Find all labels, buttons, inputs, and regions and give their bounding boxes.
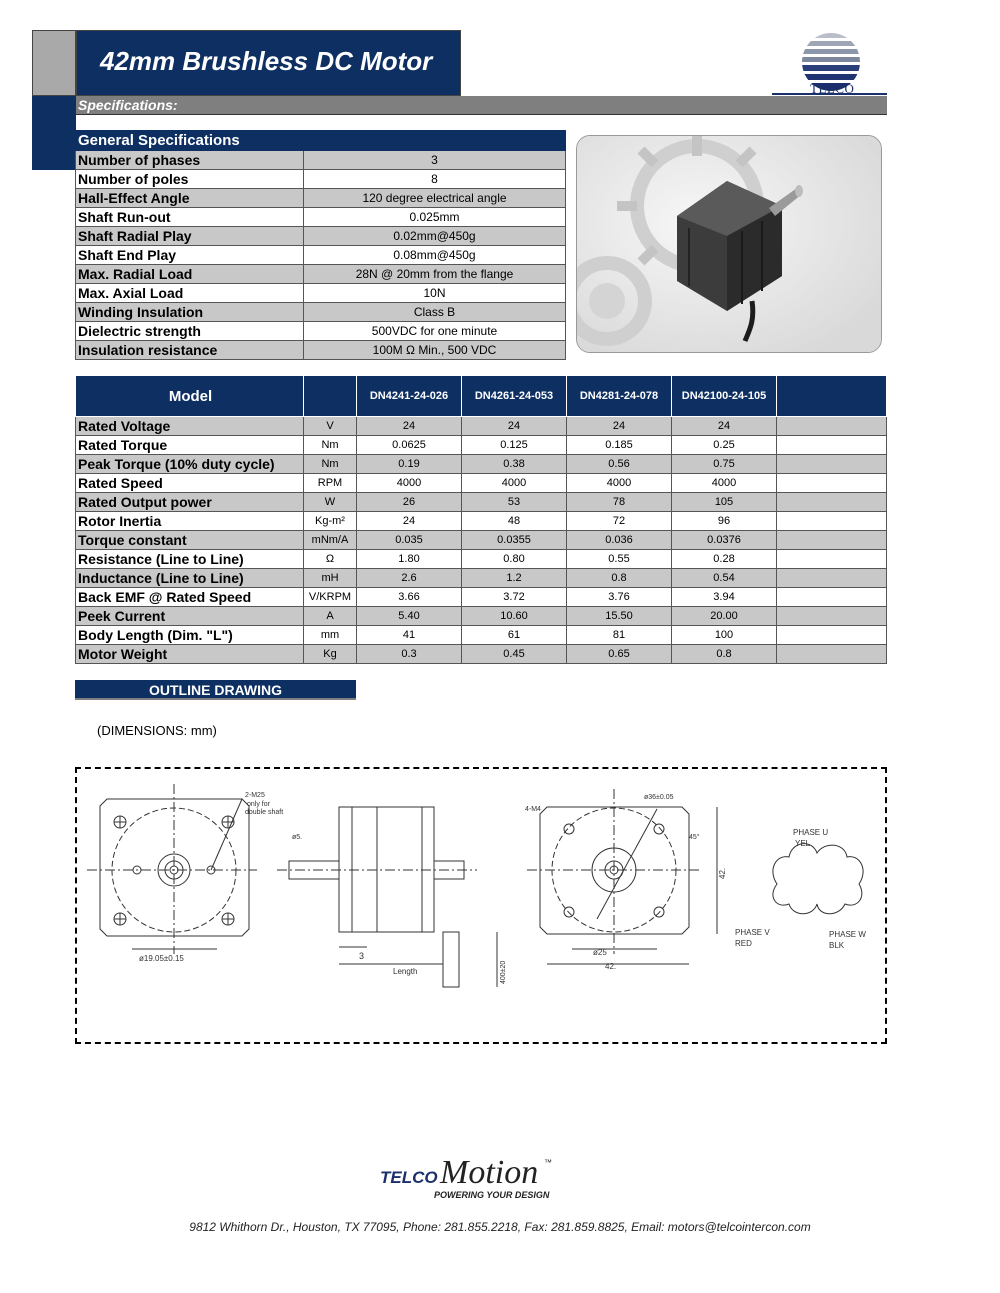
svg-text:TELCO: TELCO	[380, 1168, 438, 1187]
table-row: Shaft End Play 0.08mm@450g	[76, 246, 566, 265]
table-row: Dielectric strength 500VDC for one minute	[76, 322, 566, 341]
table-row: Number of poles 8	[76, 170, 566, 189]
svg-text:PHASE V: PHASE V	[735, 928, 770, 937]
header-side-block	[32, 96, 76, 170]
svg-text:ø5.: ø5.	[292, 834, 303, 841]
table-row: Rotor Inertia Kg-m² 24 48 72 96	[76, 512, 887, 531]
svg-text:45°: 45°	[689, 834, 700, 841]
table-row: Hall-Effect Angle 120 degree electrical angle	[76, 189, 566, 208]
header-grey-block	[32, 30, 76, 96]
table-row: Torque constant mNm/A 0.035 0.0355 0.036 0.0376	[76, 531, 887, 550]
outline-drawing	[75, 767, 887, 1044]
table-row: Inductance (Line to Line) mH 2.6 1.2 0.8 0.54	[76, 569, 887, 588]
svg-text:RED: RED	[735, 939, 752, 948]
svg-text:2-M25: 2-M25	[245, 792, 265, 799]
model-header-row	[76, 376, 887, 417]
table-row: Winding Insulation Class B	[76, 303, 566, 322]
outline-drawing-heading: OUTLINE DRAWING	[75, 680, 356, 700]
svg-text:™: ™	[544, 1158, 552, 1167]
svg-text:ø36±0.05: ø36±0.05	[644, 794, 674, 801]
general-specifications-heading: General Specifications	[76, 131, 304, 151]
table-row: Insulation resistance 100M Ω Min., 500 VDC	[76, 341, 566, 360]
table-row: Shaft Radial Play 0.02mm@450g	[76, 227, 566, 246]
table-row: Rated Voltage V 24 24 24 24	[76, 417, 887, 436]
model-column-header: DN4281-24-078	[567, 376, 672, 417]
table-row: Back EMF @ Rated Speed V/KRPM 3.66 3.72 3.76 3.94	[76, 588, 887, 607]
svg-text:PHASE U: PHASE U	[793, 828, 829, 837]
table-row: Number of phases 3	[76, 151, 566, 170]
table-row: Rated Output power W 26 53 78 105	[76, 493, 887, 512]
svg-text:BLK: BLK	[829, 941, 845, 950]
svg-text:YEL: YEL	[795, 839, 811, 848]
dimensions-note: (DIMENSIONS: mm)	[97, 723, 217, 738]
svg-text:42.: 42.	[605, 962, 617, 971]
table-row: Resistance (Line to Line) Ω 1.80 0.80 0.55 0.28	[76, 550, 887, 569]
svg-text:double shaft: double shaft	[245, 809, 284, 816]
page-title: 42mm Brushless DC Motor	[100, 46, 433, 76]
model-specifications-table	[75, 375, 887, 664]
side-view	[277, 807, 507, 987]
svg-text:ø25: ø25	[593, 948, 607, 957]
specifications-label: Specifications:	[78, 97, 178, 113]
motor-photo	[576, 135, 882, 353]
model-column-header: DN4241-24-026	[357, 376, 462, 417]
table-row: Peek Current A 5.40 10.60 15.50 20.00	[76, 607, 887, 626]
table-row: Shaft Run-out 0.025mm	[76, 208, 566, 227]
table-row: Body Length (Dim. "L") mm 41 61 81 100	[76, 626, 887, 645]
table-row: Rated Torque Nm 0.0625 0.125 0.185 0.25	[76, 436, 887, 455]
model-column-header: DN4261-24-053	[462, 376, 567, 417]
model-heading: Model	[76, 376, 304, 417]
specifications-bar	[76, 96, 887, 115]
svg-text:Length: Length	[393, 967, 418, 976]
table-row: Motor Weight Kg 0.3 0.45 0.65 0.8	[76, 645, 887, 664]
phase-wiring-diagram	[735, 828, 866, 950]
table-row: Rated Speed RPM 4000 4000 4000 4000	[76, 474, 887, 493]
general-specifications-table	[75, 130, 566, 360]
general-specifications-header	[76, 131, 566, 151]
logo-text: TELCO	[810, 81, 855, 96]
telcomotion-logo	[378, 1145, 558, 1205]
dim-phi19: ø19.05±0.15	[139, 954, 184, 963]
svg-text:3: 3	[359, 951, 365, 961]
table-row: Max. Radial Load 28N @ 20mm from the flange	[76, 265, 566, 284]
svg-text:42.: 42.	[718, 867, 727, 879]
svg-text:4-M4: 4-M4	[525, 806, 541, 813]
front-view	[87, 784, 283, 963]
svg-text:only for: only for	[247, 801, 270, 808]
table-row: Peak Torque (10% duty cycle) Nm 0.19 0.38 0.56 0.75	[76, 455, 887, 474]
svg-text:PHASE W: PHASE W	[829, 930, 866, 939]
model-column-header: DN42100-24-105	[672, 376, 777, 417]
rear-view	[525, 789, 727, 971]
table-row: Max. Axial Load 10N	[76, 284, 566, 303]
svg-text:Motion: Motion	[440, 1154, 539, 1191]
footer-contact: 9812 Whithorn Dr., Houston, TX 77095, Phone: 281.855.2218, Fax: 281.859.8825, Email: motors@telcointercon.com	[189, 1220, 811, 1234]
svg-text:POWERING YOUR DESIGN: POWERING YOUR DESIGN	[434, 1190, 550, 1200]
svg-text:400±20: 400±20	[500, 960, 507, 984]
